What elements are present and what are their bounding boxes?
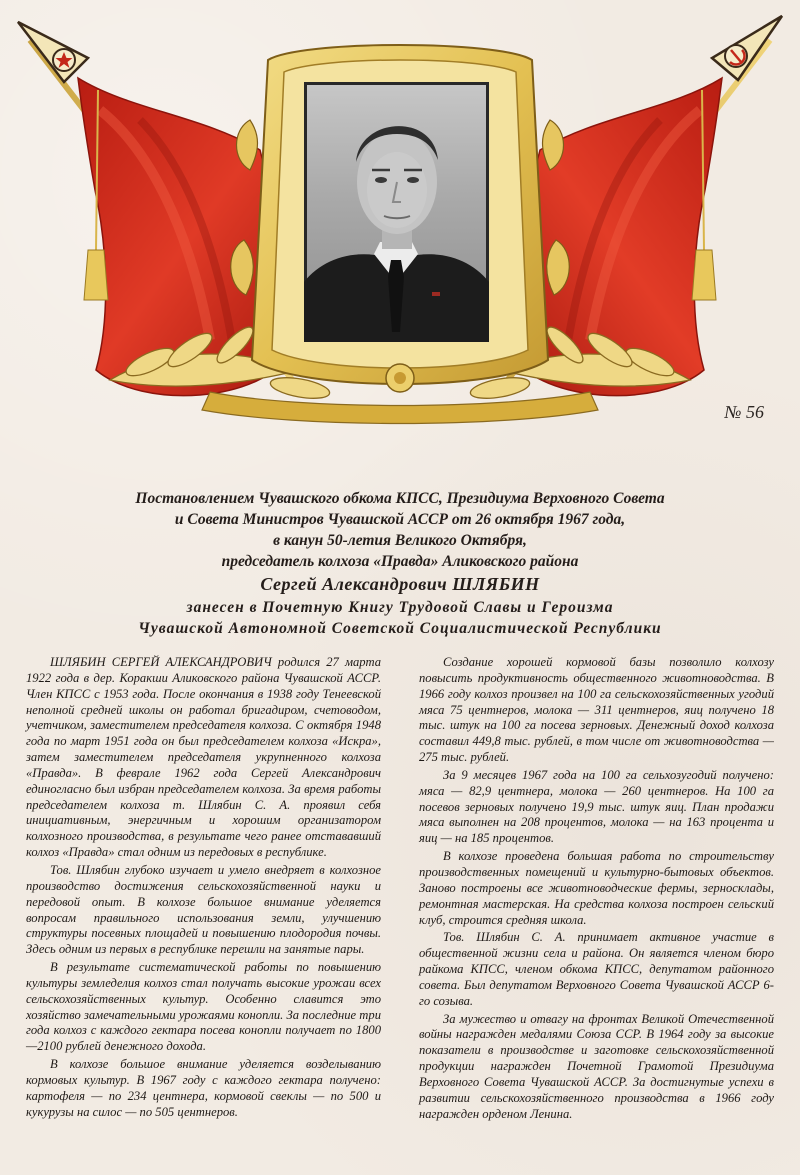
- portrait-photo: [304, 82, 489, 342]
- biography-paragraph: Создание хорошей кормовой базы позволило колхозу повысить продуктивность общественного животноводства. В 1966 году колхоз произвел на 100 га сельскохозяйственных угодий мяса 75 центнеров, молока — 311 центнеров, яиц получено 18 тыс. штук на 100 га посева зерновых. Денежный доход колхоза составил 449,8 тыс. рублей, в том числе от животноводства — 275 тыс. рублей.: [419, 655, 774, 765]
- decree-line-6: Чувашской Автономной Советской Социалистической Республики: [138, 620, 662, 637]
- honoree-name: Сергей Александрович ШЛЯБИН: [260, 574, 540, 594]
- biography-right-column: [419, 655, 774, 1124]
- gold-ribbon: [202, 392, 598, 424]
- biography-paragraph: Тов. Шлябин глубоко изучает и умело внедряет в колхозное производство достижения сельскохозяйственной науки и передовой опыт. В колхозе большое внимание уделяется вопросам правильного использования земли, улучшению структуры посевных площадей и повышению плодородия почвы. Здесь одним из первых в республике перешли на занятые пары.: [26, 862, 381, 957]
- biography-paragraph: В колхозе большое внимание уделяется возделыванию кормовых культур. В 1967 году с каждого гектара получено: картофеля — по 234 центнера, кормовой свеклы — по 500 и кукурузы на силос — по 505 центнеров.: [26, 1057, 381, 1119]
- honor-emblem: [0, 0, 800, 450]
- decree-line-5: занесен в Почетную Книгу Трудовой Славы и Героизма: [186, 599, 614, 616]
- decree-line-1: Постановлением Чувашского обкома КПСС, Президиума Верховного Совета: [135, 490, 665, 507]
- biography-paragraph: В результате систематической работы по повышению культуры земледелия колхоз стал получать высокие урожаи всех сельскохозяйственных культур. Особенно славится это хозяйство замечательными урожаями конопли. За последние три года колхоз с каждого гектара посева конопли получает по 1800—2100 рублей денежного дохода.: [26, 960, 381, 1054]
- decree-line-2: и Совета Министров Чувашской АССР от 26 октября 1967 года,: [174, 511, 626, 528]
- decree-line-4: председатель колхоза «Правда» Аликовского района: [221, 553, 579, 570]
- decree-line-3: в канун 50-летия Великого Октября,: [273, 532, 527, 549]
- issue-number: № 56: [724, 402, 764, 422]
- biography-paragraph: В колхозе проведена большая работа по строительству производственных помещений и культурно-бытовых объектов. Заново построены все животноводческие фермы, зерносклады, ремонтная мастерская. На средства колхоза построен сельский клуб, строится средняя школа.: [419, 849, 774, 927]
- biography-text: [26, 655, 774, 1124]
- biography-left-column: [26, 655, 381, 1124]
- biography-paragraph: За мужество и отвагу на фронтах Великой Отечественной войны награжден медалями Союза ССР. В 1964 году за высокие показатели в производстве и заготовке сельскохозяйственной продукции награжден Почетной Грамотой Президиума Верховного Совета Чувашской АССР. За достигнутые успехи в развитии сельскохозяйственного производства в 1966 году награжден орденом Ленина.: [419, 1011, 774, 1121]
- decree-heading: [40, 488, 760, 639]
- biography-paragraph: ШЛЯБИН СЕРГЕЙ АЛЕКСАНДРОВИЧ родился 27 марта 1922 года в дер. Коракши Аликовского района Чувашской АССР. Член КПСС с 1953 года. После окончания в 1938 году Тенеевской неполной средней школы он работал бригадиром, счетоводом, учетчиком, заместителем председателя колхоза. С октября 1948 года по март 1951 года он был председателем колхоза «Искра», затем заместителем председателя укрупненного колхоза «Правда». В феврале 1962 года Сергей Александрович единогласно был избран председателем колхоза. За время работы председателем колхоза т. Шлябин С. А. проявил себя инициативным, энергичным и хорошим организатором колхозного производства, в результате чего ранее отстававший колхоз «Правда» стал одним из передовых в республике.: [26, 655, 381, 860]
- biography-paragraph: Тов. Шлябин С. А. принимает активное участие в общественной жизни села и района. Он является членом бюро райкома КПСС, членом обкома КПСС, депутатом районного совета. Был депутатом Верховного Совета Чувашской АССР 6-го созыва.: [419, 930, 774, 1008]
- biography-paragraph: За 9 месяцев 1967 года на 100 га сельхозугодий получено: мяса — 82,9 центнера, молока — 260 центнеров. На 100 га посевов зерновых получено 19,9 тыс. штук яиц. План продажи мяса выполнен на 208 процентов, молока — на 163 процента и яиц — на 185 процентов.: [419, 767, 774, 846]
